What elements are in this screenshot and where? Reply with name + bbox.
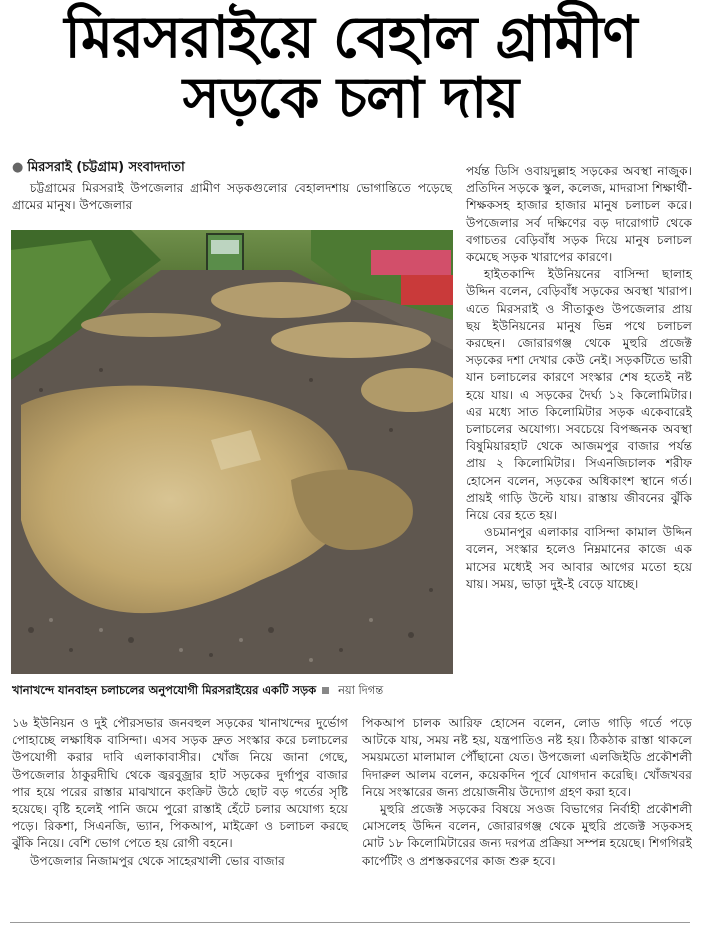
bottom-left-paragraph-1: ১৬ ইউনিয়ন ও দুই পৌরসভার জনবহুল সড়কের খানাখন্দের দুর্ভোগ পোহাচ্ছে লক্ষাধিক বাসিন্দা। এসব সড়ক দ্রুত সংস্কার করে চলাচলের উপযোগী করার দাবি এলাকাবাসীর। খোঁজ নিয়ে জানা গেছে, উপজেলার ঠাকুরদীঘি থেকে জ্বরবুজ্রার হাট সড়কের দুর্গাপুর বাজার পার হয়ে পরের রাস্তার মাঝখানে কংক্রিট উঠে ছোট বড় গর্তের সৃষ্টি হয়েছে। বৃষ্টি হলেই পানি জমে পুরো রাস্তাই হেঁটে চলার অযোগ্য হয়ে পড়ে। রিকশা, সিএনজি, ভ্যান, পিকআপ, মাইক্রো ও চলাচল করছে ঝুঁকি নিয়ে। বেশি ভোগ পেতে হয় রোগী বহনে। bbox=[12, 716, 348, 851]
bottom-right-paragraph-2: মুহুরি প্রজেক্ট সড়কের বিষয়ে সওজ বিভাগের নির্বাহী প্রকৌশলী মোসলেহ উদ্দিন বলেন, জোরারগঞ্জ থেকে মুহুরি প্রজেক্ট সড়কসহ মোট ১৮ কিলোমিটারের জন্য দরপত্র প্রক্রিয়া সম্পন্ন হয়েছে। শিগগিরই কার্পেটিং ও প্রশস্তকরণের কাজ শুরু হবে। bbox=[362, 802, 692, 868]
road-photo bbox=[11, 230, 453, 674]
headline-line-1: মিরসরাইয়ে বেহাল গ্রামীণ bbox=[64, 3, 637, 71]
bottom-right-paragraph-1: পিকআপ চালক আরিফ হোসেন বলেন, লোড গাড়ি গর্তে পড়ে আটকে যায়, সময় নষ্ট হয়, যন্ত্রপাতিও নষ্ট হয়। ঠিকঠাক রাস্তা থাকলে সময়মতো মালামাল পৌঁছানো যেত। উপজেলা এলজিইডি প্রকৌশলী দিদারুল আলম বলেন, কয়েকদিন পূর্বে যোগদান করেছি। খোঁজখবর নিয়ে সংস্কারের জন্য প্রয়োজনীয় উদ্যোগ গ্রহণ করা হবে। bbox=[362, 716, 692, 799]
caption-text: খানাখন্দে যানবাহন চলাচলের অনুপযোগী মিরসরাইয়ের একটি সড়ক bbox=[12, 683, 317, 697]
byline bbox=[12, 158, 185, 179]
bottom-divider bbox=[10, 922, 690, 923]
headline bbox=[0, 3, 701, 131]
intro-column bbox=[12, 180, 452, 214]
bottom-left-paragraph-2: উপজেলার নিজামপুর থেকে সাহেরখালী ভোর বাজার bbox=[30, 853, 285, 868]
photo-credit: নয়া দিগন্ত bbox=[338, 683, 384, 697]
headline-line-2: সড়কে চলা দায় bbox=[182, 65, 519, 131]
right-paragraph-2: হাইতকান্দি ইউনিয়নের বাসিন্দা ছালাহ উদ্দিন বলেন, বেড়িবাঁধ সড়কের অবস্থা খারাপ। এতে মিরসরাই ও সীতাকুণ্ড উপজেলার প্রায় ছয় ইউনিয়নের মানুষ ভিন্ন পথে চলাচল করছেন। জোরারগঞ্জ থেকে মুহুরি প্রজেক্ট সড়কের দশা দেখার কেউ নেই। সড়কটিতে ভারী যান চলাচলের কারণে সংস্কার শেষ হতেই নষ্ট হয়ে যায়। এ সড়কের দৈর্ঘ্য ১২ কিলোমিটার। এর মধ্যে সাত কিলোমিটার সড়ক একেবারেই চলাচলের অযোগ্য। সবচেয়ে বিপজ্জনক অবস্থা বিষুমিয়ারহাট থেকে আজমপুর বাজার পর্যন্ত প্রায় ২ কিলোমিটার। সিএনজিচালক শরীফ হোসেন বলেন, সড়কের অধিকাংশ স্থানে গর্ত। প্রায়ই গাড়ি উল্টে যায়। রাস্তায় জীবনের ঝুঁকি নিয়ে বের হতে হয়। bbox=[466, 267, 692, 523]
byline-text: মিরসরাই (চট্টগ্রাম) সংবাদদাতা bbox=[27, 160, 185, 175]
photo-caption bbox=[12, 682, 458, 701]
bottom-right-column bbox=[362, 715, 692, 870]
square-bullet-icon bbox=[322, 687, 329, 694]
right-paragraph-1: পর্যন্ত ডিসি ওবায়দুল্লাহ সড়কের অবস্থা নাজুক। প্রতিদিন সড়কে স্কুল, কলেজ, মাদরাসা শিক্ষার্থী-শিক্ষকসহ হাজার হাজার মানুষ চলাচল করে। উপজেলার সর্ব দক্ষিণের বড় দারোগাট থেকে বগাচতর বেড়িবাঁধ সড়ক দিয়ে মানুষ চলাচল কমেছে সড়ক খারাপের কারণে। bbox=[466, 164, 692, 265]
bottom-left-column bbox=[12, 715, 348, 870]
right-paragraph-3: ওচমানপুর এলাকার বাসিন্দা কামাল উদ্দিন বলেন, সংস্কার হলেও নিম্নমানের কাজে এক মাসের মধ্যেই সব আবার আগের মতো হয়ে যায়। সময়, ভাড়া দুই-ই বেড়ে যাচ্ছে। bbox=[466, 525, 692, 591]
road-photo-image bbox=[11, 230, 453, 674]
bullet-icon: ● bbox=[12, 160, 24, 175]
right-column bbox=[466, 163, 692, 593]
intro-paragraph: চট্টগ্রামের মিরসরাই উপজেলার গ্রামীণ সড়কগুলোর বেহালদশায় ভোগান্তিতে পড়েছে গ্রামের মানুষ। উপজেলার bbox=[12, 181, 452, 213]
